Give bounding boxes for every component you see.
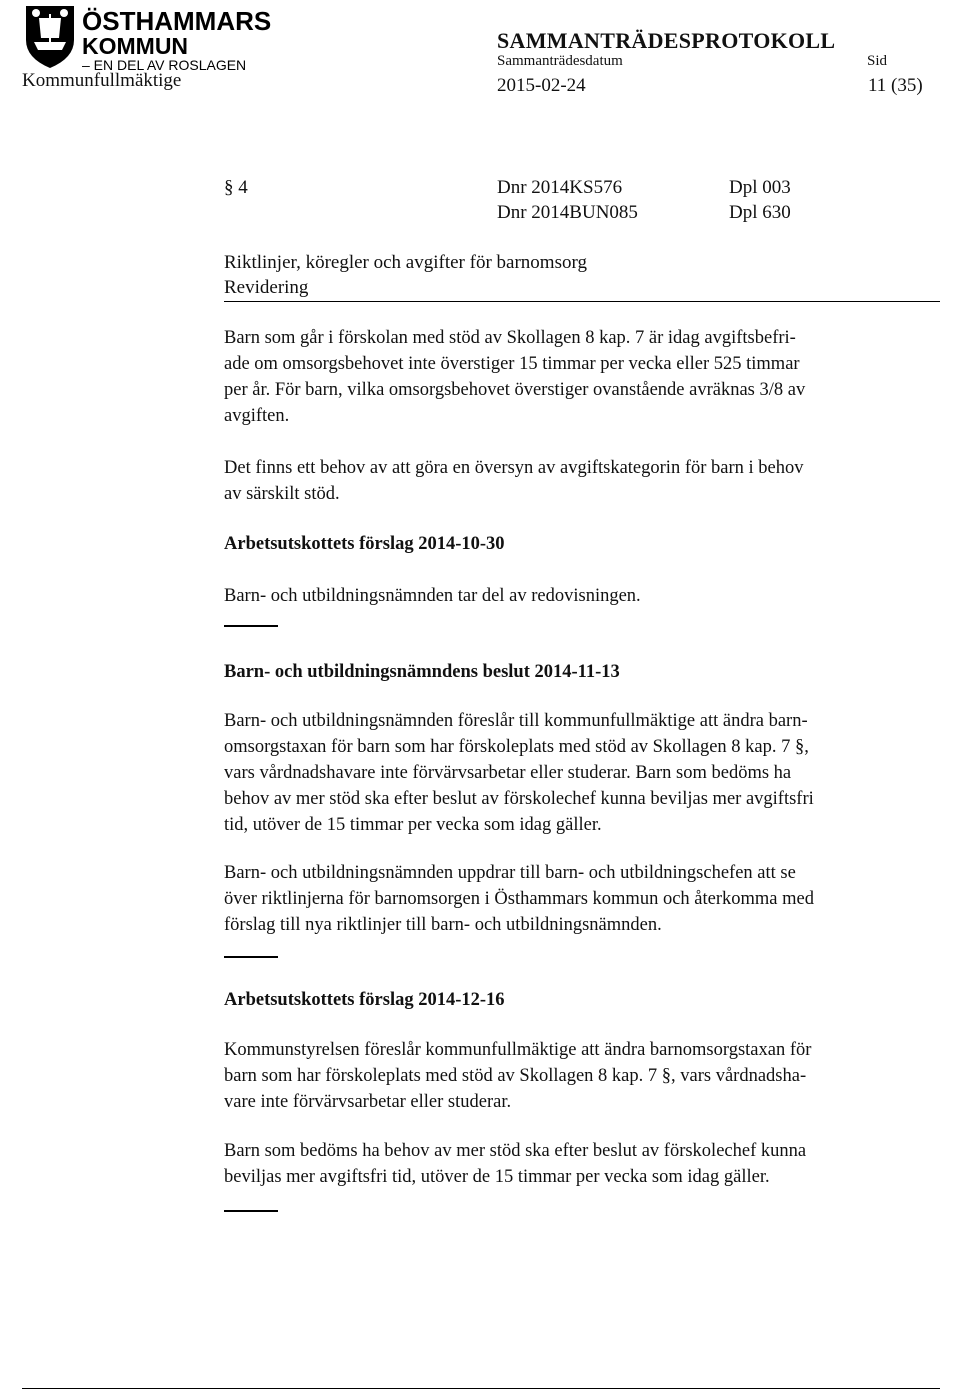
logo-text-line1: ÖSTHAMMARS <box>82 6 272 36</box>
paragraph-6: Kommunstyrelsen föreslår kommunfullmäktige att ändra barnomsorgstaxan för barn som har förskoleplats med stöd av Skollagen 8 kap. 7 §, vars vårdnadsha- vare inte förvärvsarbetar eller studerar. <box>224 1040 812 1112</box>
dpl-1: Dpl 003 <box>729 177 791 198</box>
footer-rule <box>22 1388 940 1389</box>
paragraph-1: Barn som går i förskolan med stöd av Skollagen 8 kap. 7 är idag avgiftsbefri- ade om omsorgsbehovet inte överstiger 15 timmar per vecka eller 525 timmar per år. För barn, vilka omsorgsbehovet överstiger ovanstående avräknas 3/8 av avgiften. <box>224 328 806 426</box>
separator-3 <box>224 1210 278 1212</box>
heading-proposal-2014-12-16: Arbetsutskottets förslag 2014-12-16 <box>224 990 505 1010</box>
case-subtitle: Revidering <box>224 277 309 298</box>
separator-1 <box>224 625 278 627</box>
document-title: SAMMANTRÄDESPROTOKOLL <box>497 28 836 53</box>
heading-decision-2014-11-13: Barn- och utbildningsnämndens beslut 2014-11-13 <box>224 662 620 682</box>
dnr-1: Dnr 2014KS576 <box>497 177 623 198</box>
body-name: Kommunfullmäktige <box>22 70 182 91</box>
separator-2 <box>224 956 278 958</box>
paragraph-3: Barn- och utbildningsnämnden tar del av redovisningen. <box>224 586 641 606</box>
date-label: Sammanträdesdatum <box>497 53 623 69</box>
paragraph-4: Barn- och utbildningsnämnden föreslår till kommunfullmäktige att ändra barn- omsorgstaxan för barn som har förskoleplats med stöd av Skollagen 8 kap. 7 §, vars vårdnadshavare inte förvärvsarbetar eller studerar. Barn som bedöms ha behov av mer stöd ska efter beslut av förskolechef kunna beviljas mer avgiftsfri tid, utöver de 15 timmar per vecka som idag gäller. <box>224 711 814 835</box>
page-label: Sid <box>867 53 888 69</box>
dpl-2: Dpl 630 <box>729 202 791 223</box>
meeting-date: 2015-02-24 <box>497 75 586 96</box>
heading-proposal-2014-10-30: Arbetsutskottets förslag 2014-10-30 <box>224 534 505 554</box>
municipality-logo <box>22 2 272 74</box>
paragraph-7: Barn som bedöms ha behov av mer stöd ska efter beslut av förskolechef kunna beviljas mer avgiftsfri tid, utöver de 15 timmar per vecka som idag gäller. <box>224 1141 807 1187</box>
logo-tagline: – EN DEL AV ROSLAGEN <box>82 57 247 73</box>
section-number: § 4 <box>224 177 248 198</box>
dnr-2: Dnr 2014BUN085 <box>497 202 638 223</box>
page-number: 11 (35) <box>868 75 923 96</box>
paragraph-2: Det finns ett behov av att göra en översyn av avgiftskategorin för barn i behov av särskilt stöd. <box>224 458 804 504</box>
title-rule <box>224 301 940 302</box>
paragraph-5: Barn- och utbildningsnämnden uppdrar till barn- och utbildningschefen att se över riktlinjerna för barnomsorgen i Östhammars kommun och återkomma med förslag till nya riktlinjer till barn- och utbildningsnämnden. <box>224 863 814 935</box>
logo-text-line2: KOMMUN <box>82 33 189 59</box>
case-title: Riktlinjer, köregler och avgifter för barnomsorg <box>224 252 587 273</box>
